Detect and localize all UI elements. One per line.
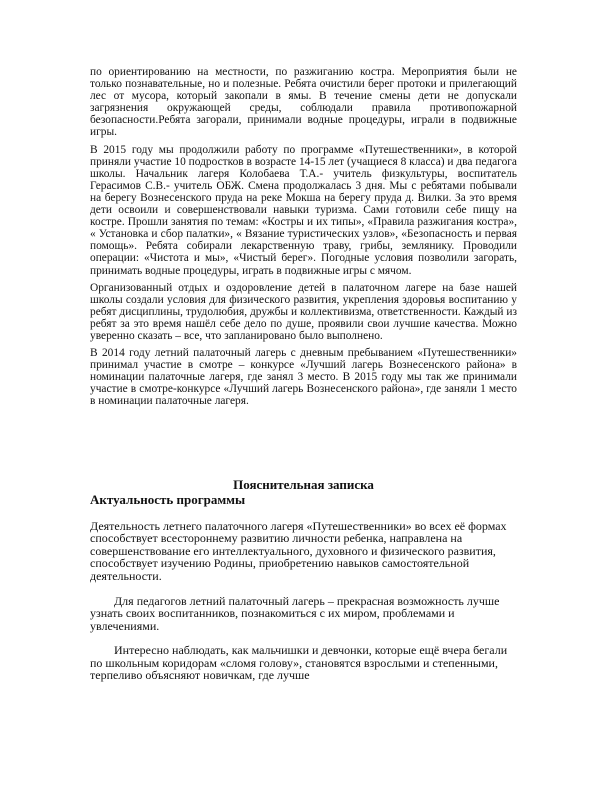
report-paragraph-2015-shift: В 2015 году мы продолжили работу по программе «Путешественники», в которой приняли участие 10 подростков в возрасте 14-15 лет (учащиеся 8 класса) и два педагога школы. Начальник лагеря Колобаева Т.А.- учитель физкультуры, воспитатель Герасимов С.В.- учитель ОБЖ. Смена продолжалась 3 дня. Мы с ребятами побывали на берегу Вознесенского пруда на реке Мокша на берегу пруда д. Вилки. За это время дети освоили и совершенствовали навыки туризма. Сами готовили себе пищу на костре. Прошли занятия по темам: «Костры и их типы», «Правила разжигания костра», « Установка и сбор палатки», « Вязание туристических узлов», «Безопасность и первая помощь». Ребята собирали лекарственную траву, грибы, землянику. Проводили операции: «Чистота и мы», «Чистый берег». Погодные условия позволили загорать, принимать водные процедуры, играть в подвижные игры с мячом. bbox=[90, 143, 517, 277]
document-page bbox=[90, 66, 517, 682]
camp-report-section bbox=[90, 66, 517, 408]
section-subheading: Актуальность программы bbox=[90, 491, 246, 507]
report-paragraph-contest: В 2014 году летний палаточный лагерь с дневным пребыванием «Путешественники» принимал участие в смотре – конкурсе «Лучший лагерь Вознесенского района» в номинации палаточные лагеря, где занял 3 место. В 2015 году мы так же принимали участие в смотре-конкурсе «Лучший лагерь Вознесенского района», где заняли 1 место в номинации палаточные лагеря. bbox=[90, 347, 517, 408]
section-heading: Пояснительная записка bbox=[233, 476, 374, 492]
explanatory-note-section bbox=[90, 520, 517, 683]
report-paragraph-activities: по ориентированию на местности, по разжиганию костра. Мероприятия были не только познавательные, но и полезные. Ребята очистили берег протоки и прилегающий лес от мусора, который закопали в ямы. В течение смены дети не допускали загрязнения окружающей среды, соблюдали правила противопожарной безопасности.Ребята загорали, принимали водные процедуры, играли в подвижные игры. bbox=[90, 66, 517, 139]
note-paragraph-teachers: Для педагогов летний палаточный лагерь – прекрасная возможность лучше узнать своих воспитанников, познакомиться с их миром, проблемами и увлечениями. bbox=[90, 593, 500, 633]
report-paragraph-results: Организованный отдых и оздоровление детей в палаточном лагере на базе нашей школы создали условия для физического развития, укрепления здоровья воспитанию у ребят дисциплины, трудолюбия, дружбы и коллективизма, ответственности. Каждый из ребят за это время нашёл себе дело по душе, проявили свои лучшие качества. Можно уверенно сказать – все, что запланировано было выполнено. bbox=[90, 281, 517, 342]
note-paragraph-purpose: Деятельность летнего палаточного лагеря «Путешественники» во всех её формах способствует всестороннему развитию личности ребенка, направлена на совершенствование его интеллектуального, духовного и физического развития, способствует изучению Родины, приобретению навыков самостоятельной деятельности. bbox=[90, 518, 507, 583]
note-paragraph-observation: Интересно наблюдать, как мальчишки и девчонки, которые ещё вчера бегали по школьным коридорам «сломя голову», становятся взрослыми и степенными, терпеливо объясняют новичкам, где лучше bbox=[90, 643, 508, 683]
